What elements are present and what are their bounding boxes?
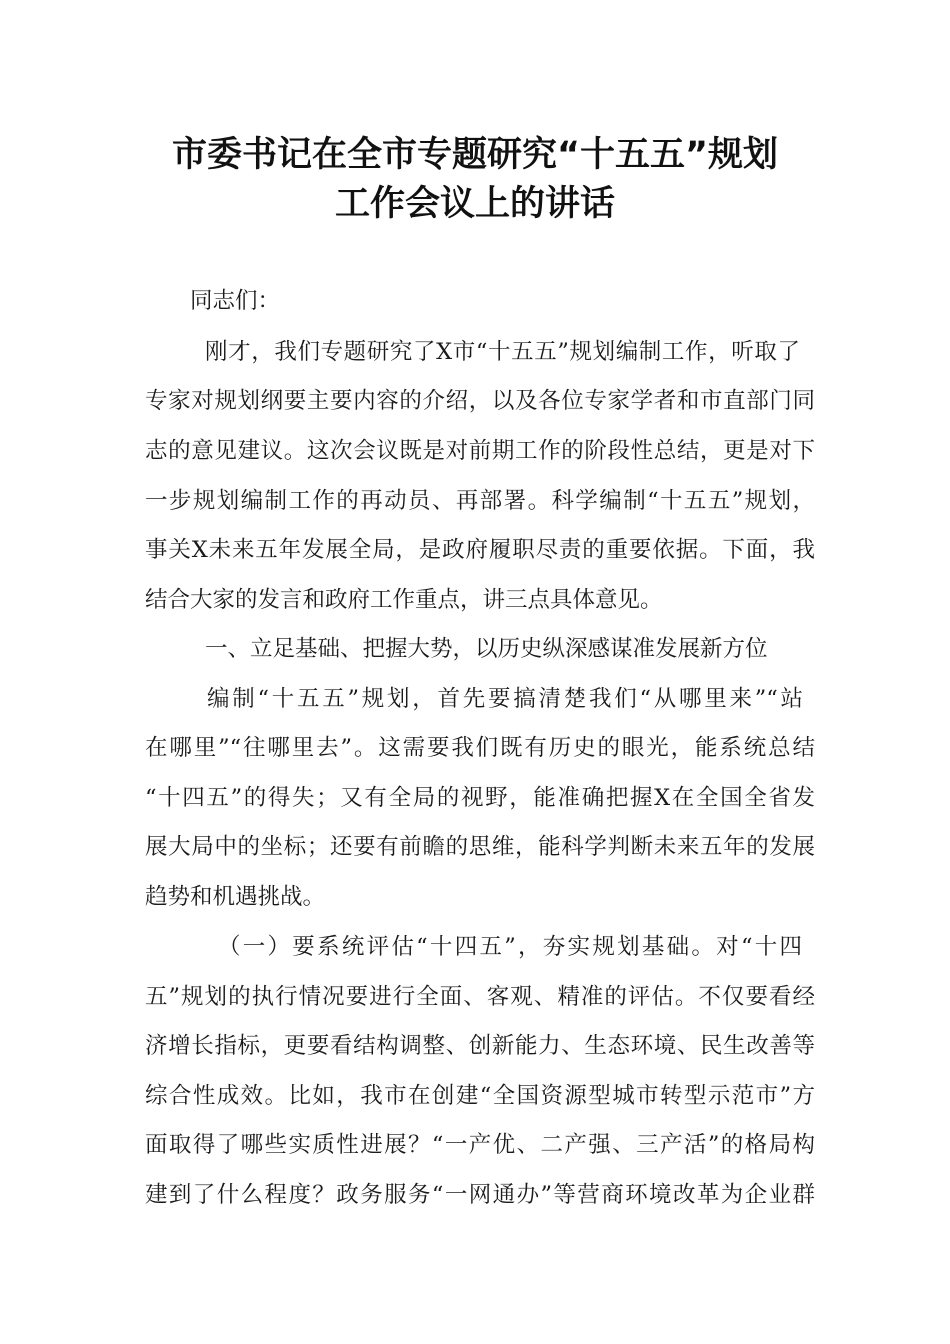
section-heading: 一、立足基础、把握大势，以历史纵深感谋准发展新方位 — [205, 636, 768, 662]
paragraph-line: 展大局中的坐标；还要有前瞻的思维，能科学判断未来五年的发展 — [145, 834, 815, 860]
title-line-1: 市委书记在全市专题研究“十五五”规划 — [171, 135, 778, 175]
title-line-2: 工作会议上的讲话 — [334, 184, 615, 224]
paragraph-line: 五”规划的执行情况要进行全面、客观、精准的评估。不仅要看经 — [145, 984, 815, 1010]
paragraph-line: “十四五”的得失；又有全局的视野，能准确把握X在全国全省发 — [145, 785, 815, 811]
paragraph-line: 趋势和机遇挑战。 — [145, 884, 326, 910]
paragraph-line: 一步规划编制工作的再动员、再部署。科学编制“十五五”规划， — [145, 488, 815, 514]
paragraph-line: 济增长指标，更要看结构调整、创新能力、生态环境、民生改善等 — [145, 1033, 815, 1059]
paragraph-line: 在哪里”“往哪里去”。这需要我们既有历史的眼光，能系统总结 — [145, 735, 815, 761]
paragraph-line: 专家对规划纲要主要内容的介绍，以及各位专家学者和市直部门同 — [145, 388, 815, 414]
paragraph-line: 事关X未来五年发展全局，是政府履职尽责的重要依据。下面，我 — [145, 537, 815, 563]
paragraph-line: 志的意见建议。这次会议既是对前期工作的阶段性总结，更是对下 — [145, 438, 815, 464]
paragraph-line: 结合大家的发言和政府工作重点，讲三点具体意见。 — [145, 587, 663, 613]
subsection-line: （一）要系统评估“十四五”，夯实规划基础。对“十四 — [218, 934, 802, 960]
salutation: 同志们： — [190, 288, 281, 314]
paragraph-line: 刚才，我们专题研究了X市“十五五”规划编制工作，听取了 — [205, 339, 800, 365]
paragraph-line: 面取得了哪些实质性进展？“一产优、二产强、三产活”的格局构 — [145, 1132, 815, 1158]
paragraph-line: 建到了什么程度？政务服务“一网通办”等营商环境改革为企业群 — [145, 1182, 815, 1208]
paragraph-line: 编制“十五五”规划，首先要搞清楚我们“从哪里来”“站 — [207, 686, 803, 712]
paragraph-line: 综合性成效。比如，我市在创建“全国资源型城市转型示范市”方 — [145, 1083, 815, 1109]
